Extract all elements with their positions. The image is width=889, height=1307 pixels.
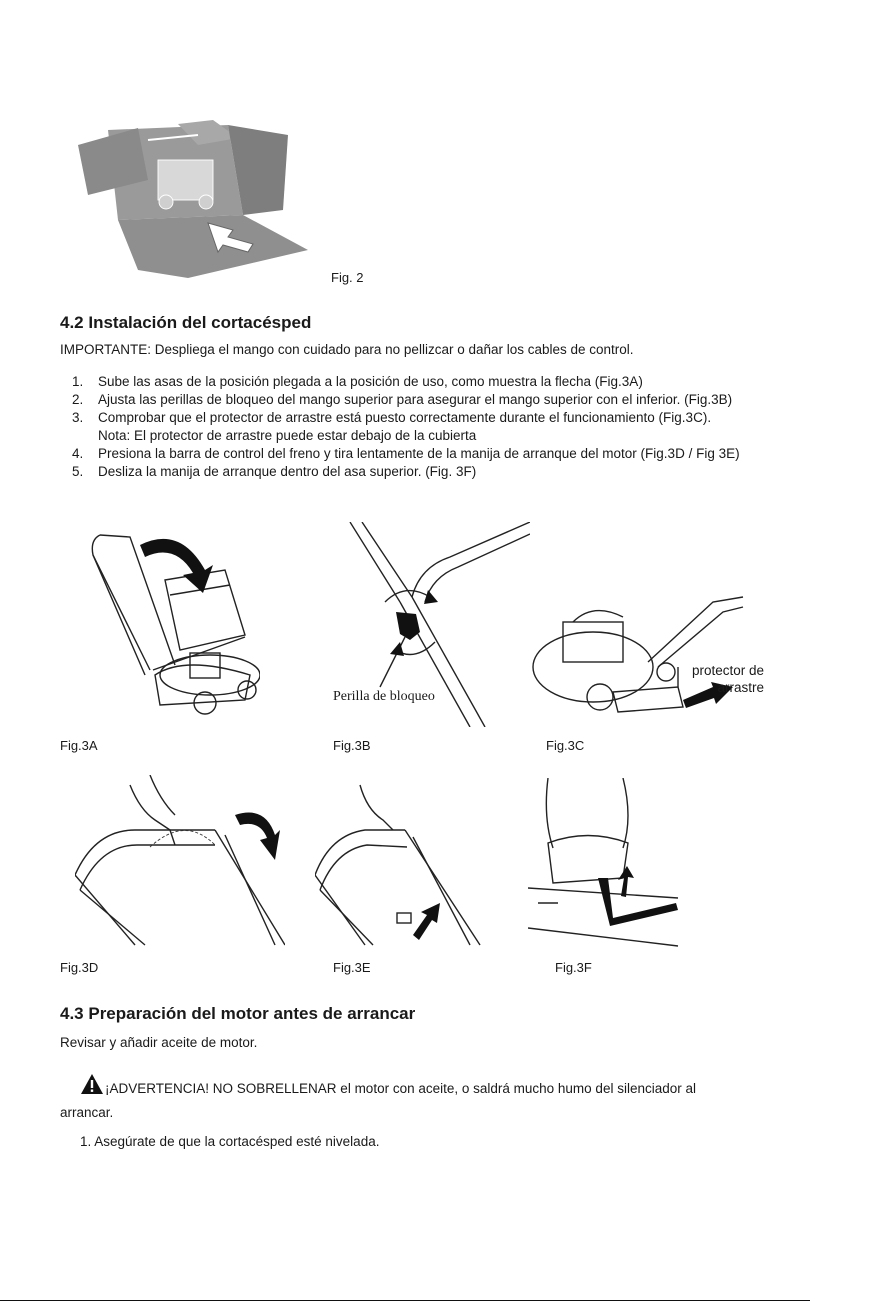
fig3f-illustration [528, 778, 683, 950]
fig3a-illustration [75, 525, 260, 720]
fig3d-caption: Fig.3D [60, 960, 99, 975]
step-number: 1. [72, 374, 84, 389]
fig3c-illustration [528, 592, 748, 722]
step-item [60, 463, 740, 481]
fig3b-caption: Fig.3B [333, 738, 371, 753]
step-number: 2. [72, 392, 84, 407]
drag-guard-label-line2: arrastre [717, 680, 764, 695]
step-item [60, 391, 740, 409]
drag-guard-label-line1: protector de [691, 663, 764, 678]
section-42-title: 4.2 Instalación del cortacésped [60, 313, 312, 332]
fig3e-illustration [315, 775, 485, 950]
step-item [60, 409, 740, 427]
footer-divider [0, 1300, 810, 1301]
oil-check-intro: Revisar y añadir aceite de motor. [60, 1035, 258, 1050]
step-number: 4. [72, 446, 84, 461]
step-text: Sube las asas de la posición plegada a la posición de uso, como muestra la flecha (Fig.3A) [98, 374, 643, 389]
warning-text-line2: arrancar. [60, 1105, 114, 1120]
step-item [60, 427, 740, 445]
step-text: Desliza la manija de arranque dentro del asa superior. (Fig. 3F) [98, 464, 477, 479]
level-mower-step: 1. Asegúrate de que la cortacésped esté nivelada. [80, 1134, 380, 1149]
fig3f-caption: Fig.3F [555, 960, 592, 975]
step-item [60, 373, 740, 391]
fig3e-caption: Fig.3E [333, 960, 371, 975]
step-text: Comprobar que el protector de arrastre está puesto correctamente durante el funcionamiento (Fig.3C). [98, 410, 712, 425]
step-text: Nota: El protector de arrastre puede estar debajo de la cubierta [98, 428, 477, 443]
step-item [60, 445, 740, 463]
warning-text-line1: ¡ADVERTENCIA! NO SOBRELLENAR el motor con aceite, o saldrá mucho humo del silenciador al [105, 1081, 696, 1096]
fig2-illustration [78, 120, 313, 280]
fig2-caption: Fig. 2 [331, 270, 364, 285]
important-note: IMPORTANTE: Despliega el mango con cuidado para no pellizcar o dañar los cables de control. [60, 342, 634, 357]
lock-knob-label: Perilla de bloqueo [333, 689, 435, 704]
step-text: Ajusta las perillas de bloqueo del mango superior para asegurar el mango superior con el inferior. (Fig.3B) [98, 392, 733, 407]
warning-triangle-icon [80, 1073, 104, 1095]
step-number: 5. [72, 464, 84, 479]
fig3c-caption: Fig.3C [546, 738, 585, 753]
drag-guard-label [684, 662, 764, 696]
fig3a-caption: Fig.3A [60, 738, 98, 753]
step-text: Presiona la barra de control del freno y tira lentamente de la manija de arranque del motor (Fig.3D / Fig 3E) [98, 446, 740, 461]
fig3d-illustration [75, 775, 285, 950]
step-number: 3. [72, 410, 84, 425]
installation-steps [60, 373, 740, 481]
section-43-title: 4.3 Preparación del motor antes de arrancar [60, 1004, 416, 1023]
